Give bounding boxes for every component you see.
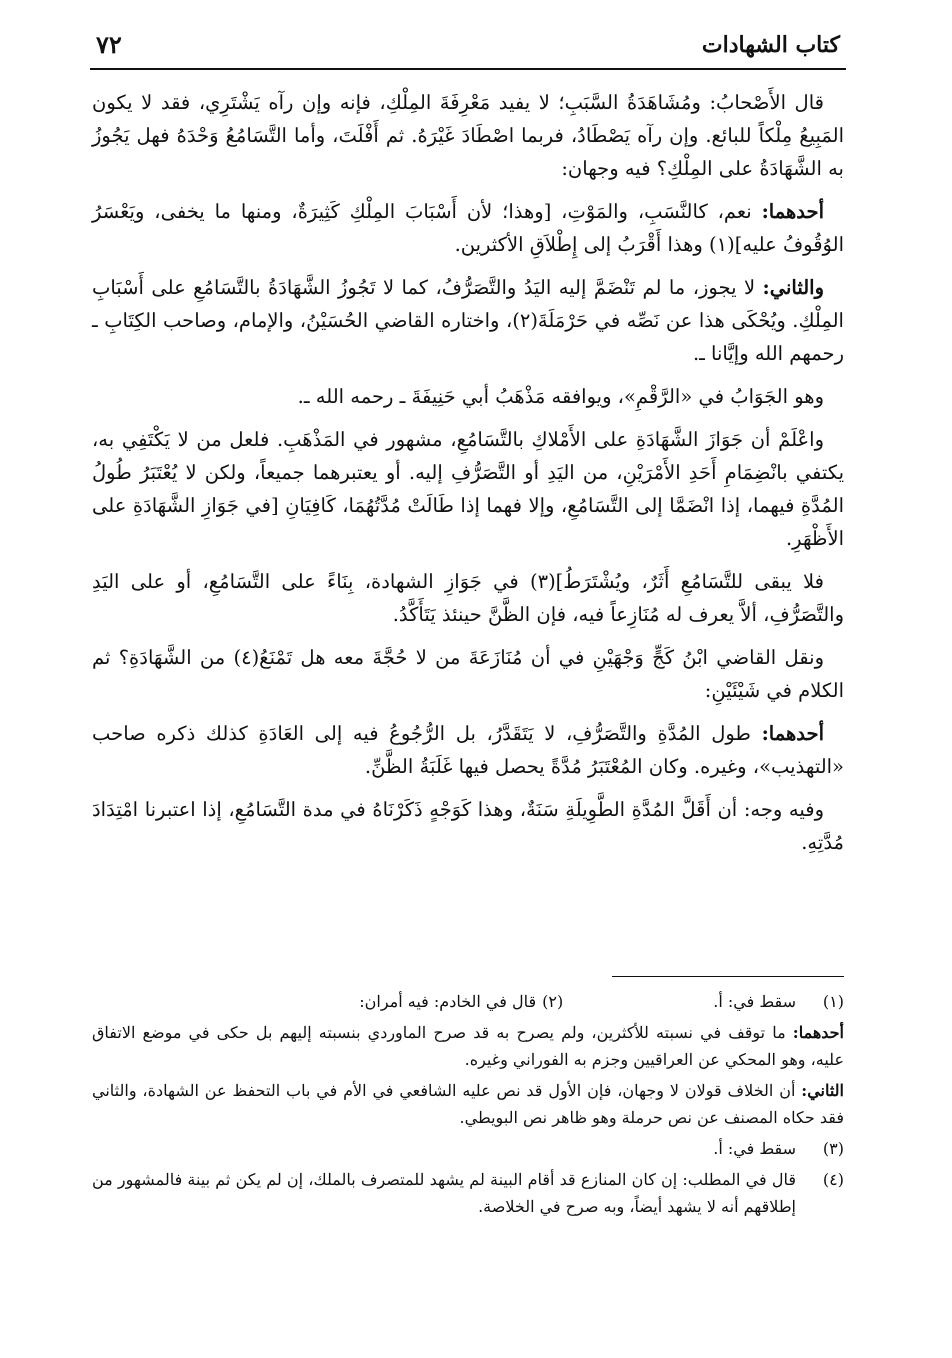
footnote-lead: الثاني: [801, 1081, 844, 1100]
footnote-text: سقط في: أ. [713, 992, 796, 1011]
paragraph-text: فلا يبقى للتَّسَامُعِ أَثَرٌ، ويُشْتَرَطُ](٣) في جَوَازِ الشهادة، بِنَاءً على التَّسَامُعِ، أو على اليَدِ والتَّصَرُّفِ، ألاَّ يعرف له مُنَازِعاً فيه، فإن الظَّنَّ حينئذ يَتَأَكَّدُ. [92, 570, 844, 626]
paragraph [92, 793, 844, 859]
paragraph-text: وفيه وجه: أن أَقَلَّ المُدَّةِ الطَّوِيلَةِ سَنَةٌ، وهذا كَوَجْهٍ ذَكَرْنَاهُ في مدة التَّسَامُعِ، إذا اعتبرنا امْتِدَادَ مُدَّتِهِ. [92, 798, 844, 854]
paragraph [92, 717, 844, 783]
footnote-number: (٣) [822, 1139, 844, 1158]
footnote-text: أن الخلاف قولان لا وجهان، فإن الأول قد نص عليه الشافعي في الأم في باب التحفظ عن الشهادة، والثاني فقد حكاه المصنف عن نص حرملة وهو ظاهر نص البويطي. [92, 1081, 844, 1127]
paragraph [92, 195, 844, 261]
footnote-text: ما توقف في نسبته للأكثرين، ولم يصرح به قد صرح الماوردي بنسبته إليهم بل حكى في موضع الاتفاق عليه، وهو المحكي عن العراقيين وجزم به الفوراني وغيره. [92, 1023, 844, 1069]
footnote-row [92, 1166, 844, 1220]
footnote-continuation [92, 1077, 844, 1131]
paragraph [92, 423, 844, 555]
footnote-number: (٤) [822, 1170, 844, 1189]
footnote-text: قال في الخادم: فيه أمران: [359, 992, 537, 1011]
paragraph-text: طول المُدَّةِ والتَّصَرُّفِ، لا يَتَقَدَّرُ، بل الرُّجُوعُ فيه إلى العَادَةِ كذلك ذكره صاحب «التهذيب»، وغيره. وكان المُعْتَبَرُ مُدَّةً يحصل فيها غَلَبَةُ الظَّنِّ. [92, 722, 844, 778]
footnote-separator [612, 976, 844, 977]
paragraph-text: لا يجوز، ما لم تَنْضَمَّ إليه اليَدُ والتَّصَرُّفُ، كما لا تَجُوزُ الشَّهَادَةُ بالتَّسَامُعِ على أَسْبَابِ المِلْكِ. ويُحْكَى هذا عن نَصِّه في حَرْمَلَةَ(٢)، واختاره القاضي الحُسَيْنُ، والإمام، وصاحب الكِتَابِ ـ رحمهم الله وإيَّانا ـ. [92, 276, 844, 365]
paragraph [92, 86, 844, 185]
footnote-text: سقط في: أ. [713, 1139, 796, 1158]
paragraph-lead: والثاني: [762, 276, 824, 299]
paragraph [92, 565, 844, 631]
footnote-row [92, 988, 844, 1015]
paragraph-text: وهو الجَوَابُ في «الرَّقْمِ»، ويوافقه مَذْهَبُ أبي حَنِيفَةَ ـ رحمه الله ـ. [297, 385, 824, 408]
paragraph [92, 641, 844, 707]
footnote-continuation [92, 1019, 844, 1073]
footnotes [92, 988, 844, 1224]
page-header [90, 28, 846, 70]
footnote-number: (١) [822, 992, 844, 1011]
paragraph-text: واعْلَمْ أن جَوَازَ الشَّهَادَةِ على الأَمْلاكِ بالتَّسَامُعِ، مشهور في المَذْهَبِ. فلعل من لا يَكْتَفِي به، يكتفي بانْضِمَامِ أَحَدِ الأَمْرَيْنِ، من اليَدِ أو التَّصَرُّفِ إليه. أو يعتبرهما جميعاً، ولكن لا يُعْتَبَرُ طُولُ المُدَّةِ فيهما، إذا انْضَمَّا إلى التَّسَامُعِ، وإلا فهما إذا طَالَتْ مُدَّتُهُمَا، كَافِيَانِ [في جَوَازِ الشَّهَادَةِ على الأَظْهَرِ. [92, 428, 844, 550]
paragraph [92, 271, 844, 370]
footnote-inline [359, 988, 563, 1015]
paragraph-lead: أحدهما: [761, 722, 824, 745]
paragraph-text: نعم، كالنَّسَبِ، والمَوْتِ، [وهذا؛ لأن أَسْبَابَ المِلْكِ كَثِيرَةٌ، ومنها ما يخفى، ويَعْسَرُ الوُقُوفُ عليه](١) وهذا أَقْرَبُ إلى إِطْلاَقِ الأكثرين. [92, 200, 844, 256]
paragraph [92, 380, 844, 413]
paragraph-text: ونقل القاضي ابْنُ كَجٍّ وَجْهَيْنِ في أن مُنَازَعَةَ من لا حُجَّةَ معه هل تَمْنَعُ(٤) من الشَّهَادَةِ؟ ثم الكلام في شَيْئَيْنِ: [92, 646, 844, 702]
paragraph-text: قال الأَصْحابُ: ومُشَاهَدَةُ السَّبَبِ؛ لا يفيد مَعْرِفَةَ المِلْكِ، فإنه وإن رآه يَشْتَرِي، فقد لا يكون المَبِيعُ مِلْكاً للبائع. وإن رآه يَصْطَادُ، فربما اصْطَادَ غَيْرَهُ. ثم أَفْلَتَ، وأما التَّسَامُعُ وَحْدَهُ فهل يَجُوزُ به الشَّهَادَةُ على المِلْكِ؟ فيه وجهان: [92, 91, 844, 180]
footnote-number: (٢) [542, 992, 564, 1011]
footnote-text: قال في المطلب: إن كان المنازع قد أقام البينة لم يشهد للمتصرف بالملك، إن لم يكن ثم بينة فالمشهور من إطلاقهم أنه لا يشهد أيضاً، وبه صرح في الخلاصة. [92, 1170, 797, 1216]
main-text [92, 86, 844, 869]
book-title: كتاب الشهادات [701, 32, 840, 58]
page-number: ٧٢ [96, 30, 122, 59]
footnote-row [92, 1135, 844, 1162]
footnote-lead: أحدهما: [792, 1023, 844, 1042]
paragraph-lead: أحدهما: [761, 200, 824, 223]
